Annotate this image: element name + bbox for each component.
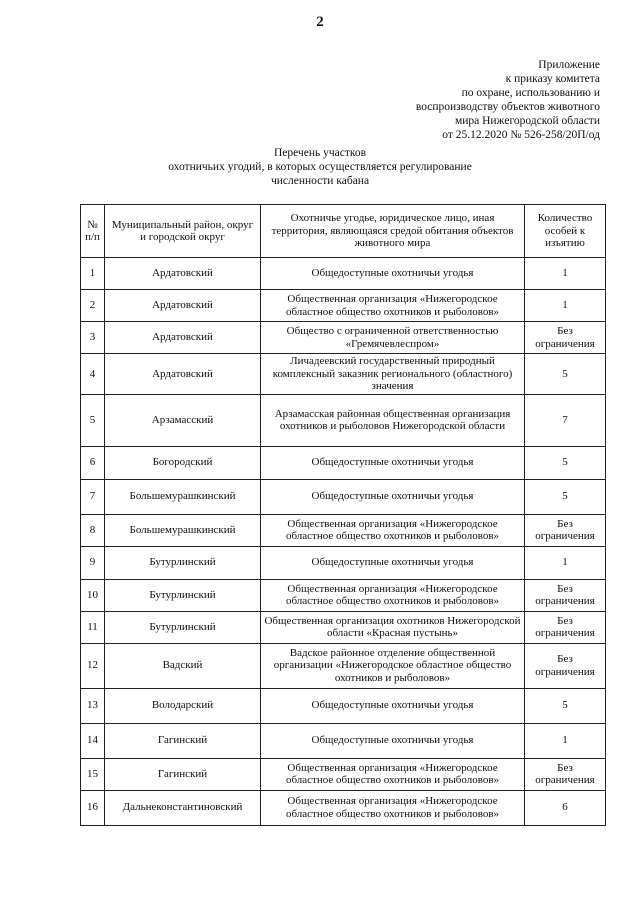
row-quantity: 5: [525, 688, 606, 723]
row-area: Общедоступные охотничьи угодья: [261, 479, 525, 514]
row-district: Ардатовский: [105, 354, 261, 395]
row-district: Арзамасский: [105, 394, 261, 446]
row-number: 14: [81, 723, 105, 758]
row-area: Общественная организация «Нижегородское областное общество охотников и рыболовов»: [261, 758, 525, 790]
table-row: [81, 258, 606, 290]
table-row: [81, 446, 606, 479]
row-number: 12: [81, 643, 105, 688]
row-district: Ардатовский: [105, 290, 261, 322]
table-row: [81, 688, 606, 723]
row-district: Гагинский: [105, 758, 261, 790]
appendix-line: Приложение: [538, 59, 600, 71]
row-number: 15: [81, 758, 105, 790]
row-area: Общество с ограниченной ответственностью «Гремячевлеспром»: [261, 322, 525, 354]
table-row: [81, 394, 606, 446]
row-area: Общественная организация охотников Нижегородской области «Красная пустынь»: [261, 611, 525, 643]
table-row: [81, 790, 606, 825]
row-number: 11: [81, 611, 105, 643]
header-number: № п/п: [81, 205, 105, 258]
row-area: Общественная организация «Нижегородское областное общество охотников и рыболовов»: [261, 514, 525, 546]
row-district: Бутурлинский: [105, 611, 261, 643]
row-quantity: Без ограничения: [525, 611, 606, 643]
hunting-areas-table: [80, 204, 606, 826]
row-district: Большемурашкинский: [105, 514, 261, 546]
row-district: Бутурлинский: [105, 579, 261, 611]
row-area: Арзамасская районная общественная организация охотников и рыболовов Нижегородской области: [261, 394, 525, 446]
row-quantity: 1: [525, 258, 606, 290]
table-row: [81, 758, 606, 790]
row-number: 7: [81, 479, 105, 514]
row-quantity: 6: [525, 790, 606, 825]
row-area: Общедоступные охотничьи угодья: [261, 446, 525, 479]
row-district: Дальнеконстантиновский: [105, 790, 261, 825]
row-quantity: Без ограничения: [525, 514, 606, 546]
row-number: 3: [81, 322, 105, 354]
table-row: [81, 354, 606, 395]
document-title: [150, 146, 490, 188]
row-number: 13: [81, 688, 105, 723]
row-district: Вадский: [105, 643, 261, 688]
row-area: Общественная организация «Нижегородское областное общество охотников и рыболовов»: [261, 790, 525, 825]
row-district: Большемурашкинский: [105, 479, 261, 514]
row-area: Личадеевский государственный природный комплексный заказник регионального (областного) значения: [261, 354, 525, 395]
header-district: Муниципальный район, округ и городской округ: [105, 205, 261, 258]
row-quantity: Без ограничения: [525, 579, 606, 611]
row-number: 10: [81, 579, 105, 611]
row-number: 1: [81, 258, 105, 290]
table-row: [81, 322, 606, 354]
row-number: 16: [81, 790, 105, 825]
table-row: [81, 290, 606, 322]
row-area: Общественная организация «Нижегородское областное общество охотников и рыболовов»: [261, 290, 525, 322]
table-row: [81, 643, 606, 688]
row-number: 5: [81, 394, 105, 446]
row-quantity: 5: [525, 354, 606, 395]
appendix-line: по охране, использованию и: [461, 87, 600, 99]
page-number: 2: [316, 14, 324, 30]
appendix-header: [416, 58, 600, 142]
row-quantity: Без ограничения: [525, 643, 606, 688]
title-line: Перечень участков: [273, 147, 367, 159]
row-district: Володарский: [105, 688, 261, 723]
table-body: [81, 258, 606, 826]
row-area: Общественная организация «Нижегородское областное общество охотников и рыболовов»: [261, 579, 525, 611]
appendix-line: воспроизводству объектов животного: [415, 101, 600, 113]
appendix-line: от 25.12.2020 № 526-258/20П/од: [442, 129, 600, 141]
row-quantity: 7: [525, 394, 606, 446]
row-quantity: 1: [525, 290, 606, 322]
row-number: 9: [81, 546, 105, 579]
row-quantity: Без ограничения: [525, 322, 606, 354]
table-header-row: [81, 205, 606, 258]
table-row: [81, 723, 606, 758]
header-area: Охотничье угодье, юридическое лицо, иная территория, являющаяся средой обитания объектов животного мира: [261, 205, 525, 258]
row-district: Гагинский: [105, 723, 261, 758]
row-district: Богородский: [105, 446, 261, 479]
row-quantity: 5: [525, 446, 606, 479]
row-number: 6: [81, 446, 105, 479]
table-row: [81, 546, 606, 579]
row-number: 4: [81, 354, 105, 395]
row-area: Вадское районное отделение общественной организации «Нижегородское областное общество охотников и рыболовов»: [261, 643, 525, 688]
row-number: 8: [81, 514, 105, 546]
row-quantity: Без ограничения: [525, 758, 606, 790]
row-number: 2: [81, 290, 105, 322]
row-quantity: 1: [525, 546, 606, 579]
title-line: охотничьих угодий, в которых осуществляется регулирование: [168, 161, 472, 173]
row-area: Общедоступные охотничьи угодья: [261, 258, 525, 290]
table-row: [81, 514, 606, 546]
table-row: [81, 611, 606, 643]
row-district: Бутурлинский: [105, 546, 261, 579]
appendix-line: к приказу комитета: [505, 73, 600, 85]
appendix-line: мира Нижегородской области: [454, 115, 600, 127]
row-area: Общедоступные охотничьи угодья: [261, 546, 525, 579]
table-row: [81, 579, 606, 611]
row-district: Ардатовский: [105, 322, 261, 354]
row-area: Общедоступные охотничьи угодья: [261, 688, 525, 723]
row-district: Ардатовский: [105, 258, 261, 290]
row-quantity: 1: [525, 723, 606, 758]
row-quantity: 5: [525, 479, 606, 514]
row-area: Общедоступные охотничьи угодья: [261, 723, 525, 758]
header-quantity: Количество особей к изъятию: [525, 205, 606, 258]
table-row: [81, 479, 606, 514]
title-line: численности кабана: [270, 175, 370, 187]
